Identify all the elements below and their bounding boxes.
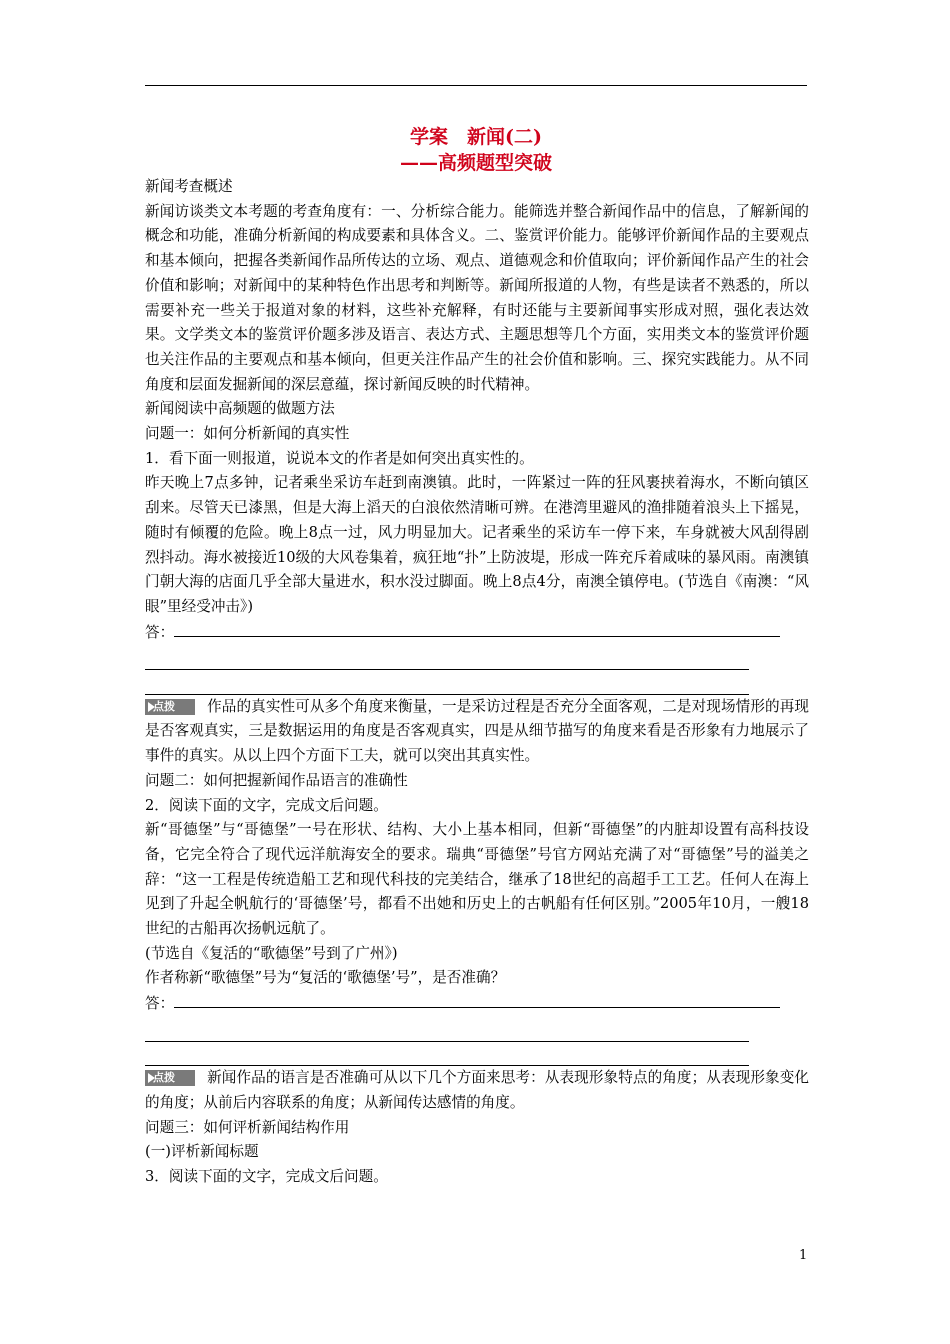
q1-heading: 问题一：如何分析新闻的真实性 bbox=[145, 425, 350, 443]
q1-passage: 昨天晚上7点多钟，记者乘坐采访车赶到南澳镇。此时，一阵紧过一阵的狂风裹挟着海水，不断向镇区刮来。尽管天已漆黑，但是大海上滔天的白浪依然清晰可辨。在港湾里避风的渔排随着浪头上下摇晃，随时有倾覆的危险。晚上8点一过，风力明显加大。记者乘坐的采访车一停下来，车身就被大风刮得剧烈抖动。海水被接近10级的大风卷集着，疯狂地“扑”上防波堤，形成一阵充斥着咸味的暴风雨。南澳镇门朝大海的店面几乎全部大量进水，积水没过脚面。晚上8点4分，南澳全镇停电。(节选自《南澳：“风眼”里经受冲击》) bbox=[145, 474, 809, 615]
q1-answer-line-2[interactable] bbox=[145, 645, 749, 670]
page-title: 学案 新闻(二) bbox=[410, 126, 542, 148]
q2-question: 作者称新“歌德堡”号为“复活的‘歌德堡’号”，是否准确？ bbox=[145, 969, 506, 987]
q2-answer-row bbox=[145, 991, 809, 1017]
q2-answer-line-3[interactable] bbox=[145, 1042, 749, 1067]
q1-tip-text: 作品的真实性可从多个角度来衡量，一是采访过程是否充分全面客观，二是对现场情形的再现是否客观真实，三是数据运用的角度是否客观真实，四是从细节描写的角度来看是否形象有力地展示了事件的真实。从以上四个方面下工夫，就可以突出其真实性。 bbox=[145, 697, 809, 765]
q1-tip bbox=[145, 695, 809, 769]
header-rule bbox=[145, 85, 807, 86]
q2-tip-text: 新闻作品的语言是否准确可从以下几个方面来思考：从表现形象特点的角度；从表现形象变化的角度；从前后内容联系的角度；从新闻传达感情的角度。 bbox=[145, 1069, 809, 1111]
q1-answer-label: 答： bbox=[145, 623, 175, 641]
q2-source: (节选自《复活的“歌德堡”号到了广州》) bbox=[145, 944, 398, 962]
q1-prompt: 1．看下面一则报道，说说本文的作者是如何突出真实性的。 bbox=[145, 449, 534, 467]
document-body bbox=[145, 175, 809, 1190]
q2-heading: 问题二：如何把握新闻作品语言的准确性 bbox=[145, 771, 408, 789]
page-subtitle: ——高频题型突破 bbox=[399, 152, 552, 174]
tip-badge-icon: 点拨 bbox=[145, 1070, 195, 1086]
overview-heading: 新闻考查概述 bbox=[145, 178, 233, 195]
q1-answer-line-1[interactable] bbox=[174, 620, 780, 637]
q3-heading: 问题三：如何评析新闻结构作用 bbox=[145, 1118, 350, 1136]
q3-sub-heading: (一)评析新闻标题 bbox=[145, 1143, 259, 1161]
methods-heading: 新闻阅读中高频题的做题方法 bbox=[145, 400, 335, 418]
page-number: 1 bbox=[799, 1248, 808, 1263]
q2-prompt: 2．阅读下面的文字，完成文后问题。 bbox=[145, 796, 388, 814]
q1-answer-line-3[interactable] bbox=[145, 670, 749, 695]
q2-answer-line-2[interactable] bbox=[145, 1017, 749, 1042]
q2-answer-line-1[interactable] bbox=[174, 991, 780, 1008]
q2-tip bbox=[145, 1066, 809, 1115]
q3-prompt: 3．阅读下面的文字，完成文后问题。 bbox=[145, 1168, 388, 1186]
q2-passage: 新“哥德堡”与“哥德堡”一号在形状、结构、大小上基本相同，但新“哥德堡”的内脏却设置有高科技设备，它完全符合了现代远洋航海安全的要求。瑞典“哥德堡”号官方网站充满了对“哥德堡”号的溢美之辞：“这一工程是传统造船工艺和现代科技的完美结合，继承了18世纪的高超手工工艺。任何人在海上见到了升起全帆航行的‘哥德堡’号，都看不出她和历史上的古帆船有任何区别。”2005年10月，一艘18世纪的古船再次扬帆远航了。 bbox=[145, 821, 809, 938]
q2-answer-label: 答： bbox=[145, 995, 175, 1013]
overview-body: 新闻访谈类文本考题的考查角度有：一、分析综合能力。能筛选并整合新闻作品中的信息，了解新闻的概念和功能，准确分析新闻的构成要素和具体含义。二、鉴赏评价能力。能够评价新闻作品的主要观点和基本倾向，把握各类新闻作品所传达的立场、观点、道德观念和价值取向；评价新闻作品产生的社会价值和影响；对新闻中的某种特色作出思考和判断等。新闻所报道的人物，有些是读者不熟悉的，所以需要补充一些关于报道对象的材料，这些补充解释，有时还能与主要新闻事实形成对照，强化表达效果。文学类文本的鉴赏评价题多涉及语言、表达方式、主题思想等几个方面，实用类文本的鉴赏评价题也关注作品的主要观点和基本倾向，但更关注作品产生的社会价值和影响。三、探究实践能力。从不同角度和层面发掘新闻的深层意蕴，探讨新闻反映的时代精神。 bbox=[145, 202, 809, 393]
q1-answer-row bbox=[145, 620, 809, 646]
tip-badge-icon: 点拨 bbox=[145, 699, 195, 715]
